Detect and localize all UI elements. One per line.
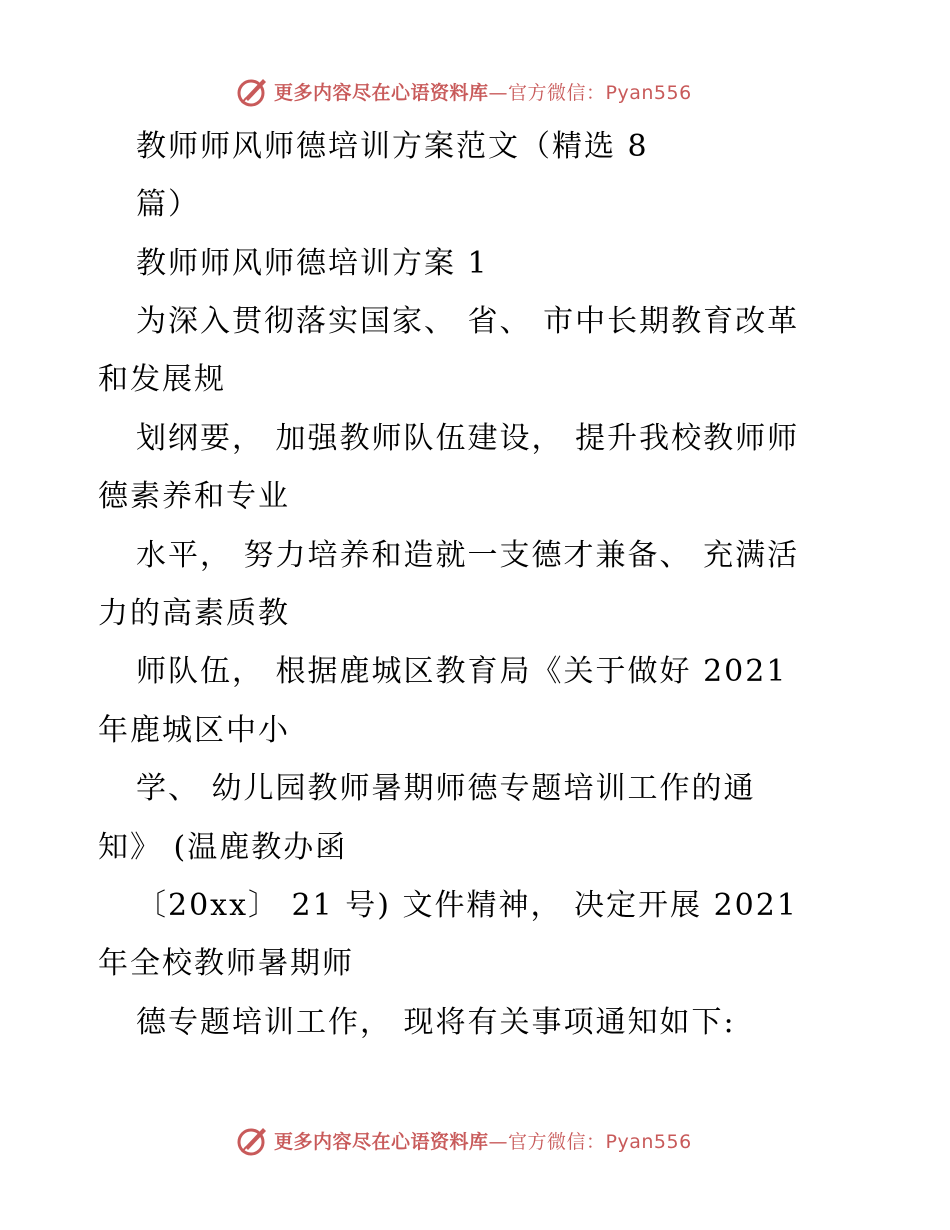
section-heading: 教师师风师德培训方案 1 (136, 246, 489, 281)
watermark-separator: — (488, 1130, 509, 1153)
paragraph-line: 为深入贯彻落实国家、 省、 市中长期教育改革 (136, 304, 800, 339)
paragraph-line: 德专题培训工作， 现将有关事项通知如下: (136, 1005, 736, 1040)
paragraph-line: 知》 (温鹿教办函 (98, 830, 348, 865)
watermark-text (274, 1127, 692, 1154)
document-title-line-1: 教师师风师德培训方案范文（精选 8 (136, 129, 649, 164)
quill-logo-icon (236, 74, 270, 108)
watermark-separator: — (488, 81, 509, 104)
paragraph-line: 年全校教师暑期师 (98, 946, 354, 981)
watermark-brand: 更多内容尽在心语资料库 (274, 81, 489, 104)
paragraph-line: 划纲要， 加强教师队伍建设， 提升我校教师师 (136, 421, 800, 456)
paragraph-line: 学、 幼儿园教师暑期师德专题培训工作的通 (136, 771, 756, 806)
paragraph-line: 师队伍， 根据鹿城区教育局《关于做好 2021 (136, 654, 788, 689)
watermark-text (274, 78, 692, 105)
footer-watermark (236, 1122, 692, 1158)
watermark-contact: 官方微信：Pyan556 (508, 81, 692, 104)
paragraph-line: 水平， 努力培养和造就一支德才兼备、 充满活 (136, 538, 800, 573)
watermark-brand: 更多内容尽在心语资料库 (274, 1130, 489, 1153)
watermark-contact: 官方微信：Pyan556 (508, 1130, 692, 1153)
header-watermark (236, 73, 692, 109)
paragraph-line: 德素养和专业 (98, 479, 290, 514)
paragraph-line: 〔20xx〕 21 号) 文件精神， 决定开展 2021 (136, 888, 798, 923)
quill-logo-icon (236, 1123, 270, 1157)
document-title-line-2: 篇） (136, 187, 200, 222)
paragraph-line: 年鹿城区中小 (98, 713, 290, 748)
paragraph-line: 力的高素质教 (98, 596, 290, 631)
paragraph-line: 和发展规 (98, 362, 226, 397)
